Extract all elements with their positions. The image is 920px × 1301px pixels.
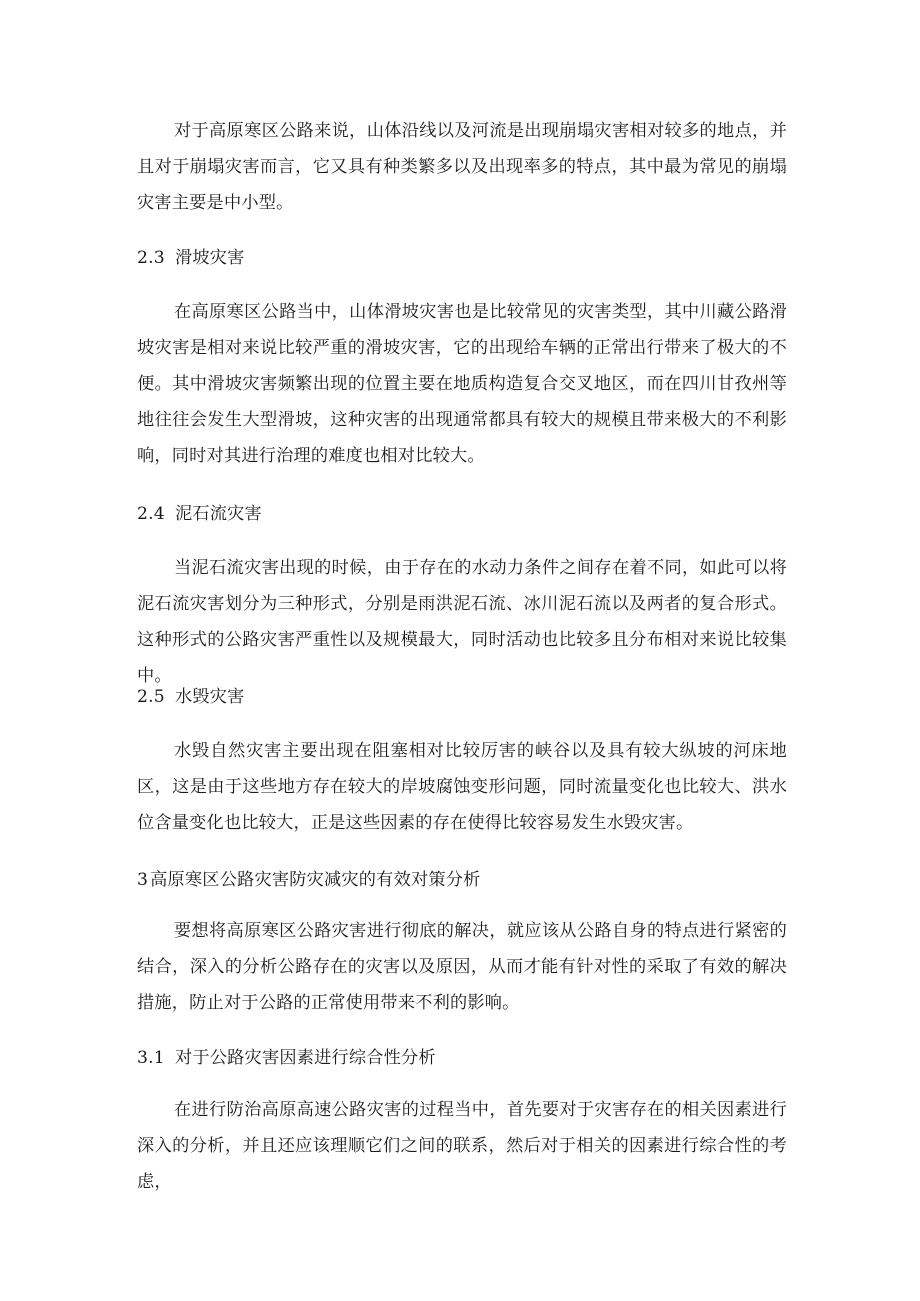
section-heading-3-1 bbox=[137, 1040, 787, 1076]
paragraph-countermeasures bbox=[137, 913, 787, 1021]
paragraph-text: 当泥石流灾害出现的时候，由于存在的水动力条件之间存在着不同，如此可以将泥石流灾害划分为三种形式，分别是雨洪泥石流、冰川泥石流以及两者的复合形式。这种形式的公路灾害严重性以及规模最大，同时活动也比较多且分布相对来说比较集中。 bbox=[137, 558, 787, 686]
section-title: 泥石流灾害 bbox=[175, 504, 262, 524]
section-title: 水毁灾害 bbox=[175, 687, 245, 707]
paragraph-text: 在高原寒区公路当中，山体滑坡灾害也是比较常见的灾害类型，其中川藏公路滑坡灾害是相对来说比较严重的滑坡灾害，它的出现给车辆的正常出行带来了极大的不便。其中滑坡灾害频繁出现的位置主要在地质构造复合交叉地区，而在四川甘孜州等地往往会发生大型滑坡，这种灾害的出现通常都具有较大的规模且带来极大的不利影响，同时对其进行治理的难度也相对比较大。 bbox=[137, 302, 787, 466]
section-number: 2.5 bbox=[137, 687, 165, 707]
paragraph-text: 水毁自然灾害主要出现在阻塞相对比较厉害的峡谷以及具有较大纵坡的河床地区，这是由于这些地方存在较大的岸坡腐蚀变形问题，同时流量变化也比较大、洪水位含量变化也比较大，正是这些因素的存在使得比较容易发生水毁灾害。 bbox=[137, 741, 787, 833]
section-heading-2-5 bbox=[137, 679, 787, 715]
section-heading-2-4 bbox=[137, 496, 787, 532]
section-title: 高原寒区公路灾害防灾减灾的有效对策分析 bbox=[150, 870, 481, 890]
section-heading-2-3 bbox=[137, 240, 787, 276]
paragraph-comprehensive-analysis bbox=[137, 1092, 787, 1200]
section-heading-3 bbox=[137, 862, 787, 898]
paragraph-text: 在进行防治高原高速公路灾害的过程当中，首先要对于灾害存在的相关因素进行深入的分析，并且还应该理顺它们之间的联系，然后对于相关的因素进行综合性的考虑， bbox=[137, 1100, 787, 1192]
section-number: 2.4 bbox=[137, 504, 165, 524]
section-number: 3 bbox=[137, 870, 149, 890]
section-number: 2.3 bbox=[137, 248, 165, 268]
paragraph-landslide bbox=[137, 294, 787, 474]
paragraph-water-damage bbox=[137, 733, 787, 841]
paragraph-text: 对于高原寒区公路来说，山体沿线以及河流是出现崩塌灾害相对较多的地点，并且对于崩塌灾害而言，它又具有种类繁多以及出现率多的特点，其中最为常见的崩塌灾害主要是中小型。 bbox=[137, 121, 787, 213]
section-title: 对于公路灾害因素进行综合性分析 bbox=[175, 1048, 436, 1068]
section-number: 3.1 bbox=[137, 1048, 165, 1068]
section-title: 滑坡灾害 bbox=[175, 248, 245, 268]
paragraph-debris-flow bbox=[137, 550, 787, 694]
paragraph-collapse-hazard bbox=[137, 113, 787, 221]
paragraph-text: 要想将高原寒区公路灾害进行彻底的解决，就应该从公路自身的特点进行紧密的结合，深入的分析公路存在的灾害以及原因，从而才能有针对性的采取了有效的解决措施，防止对于公路的正常使用带来不利的影响。 bbox=[137, 921, 787, 1013]
